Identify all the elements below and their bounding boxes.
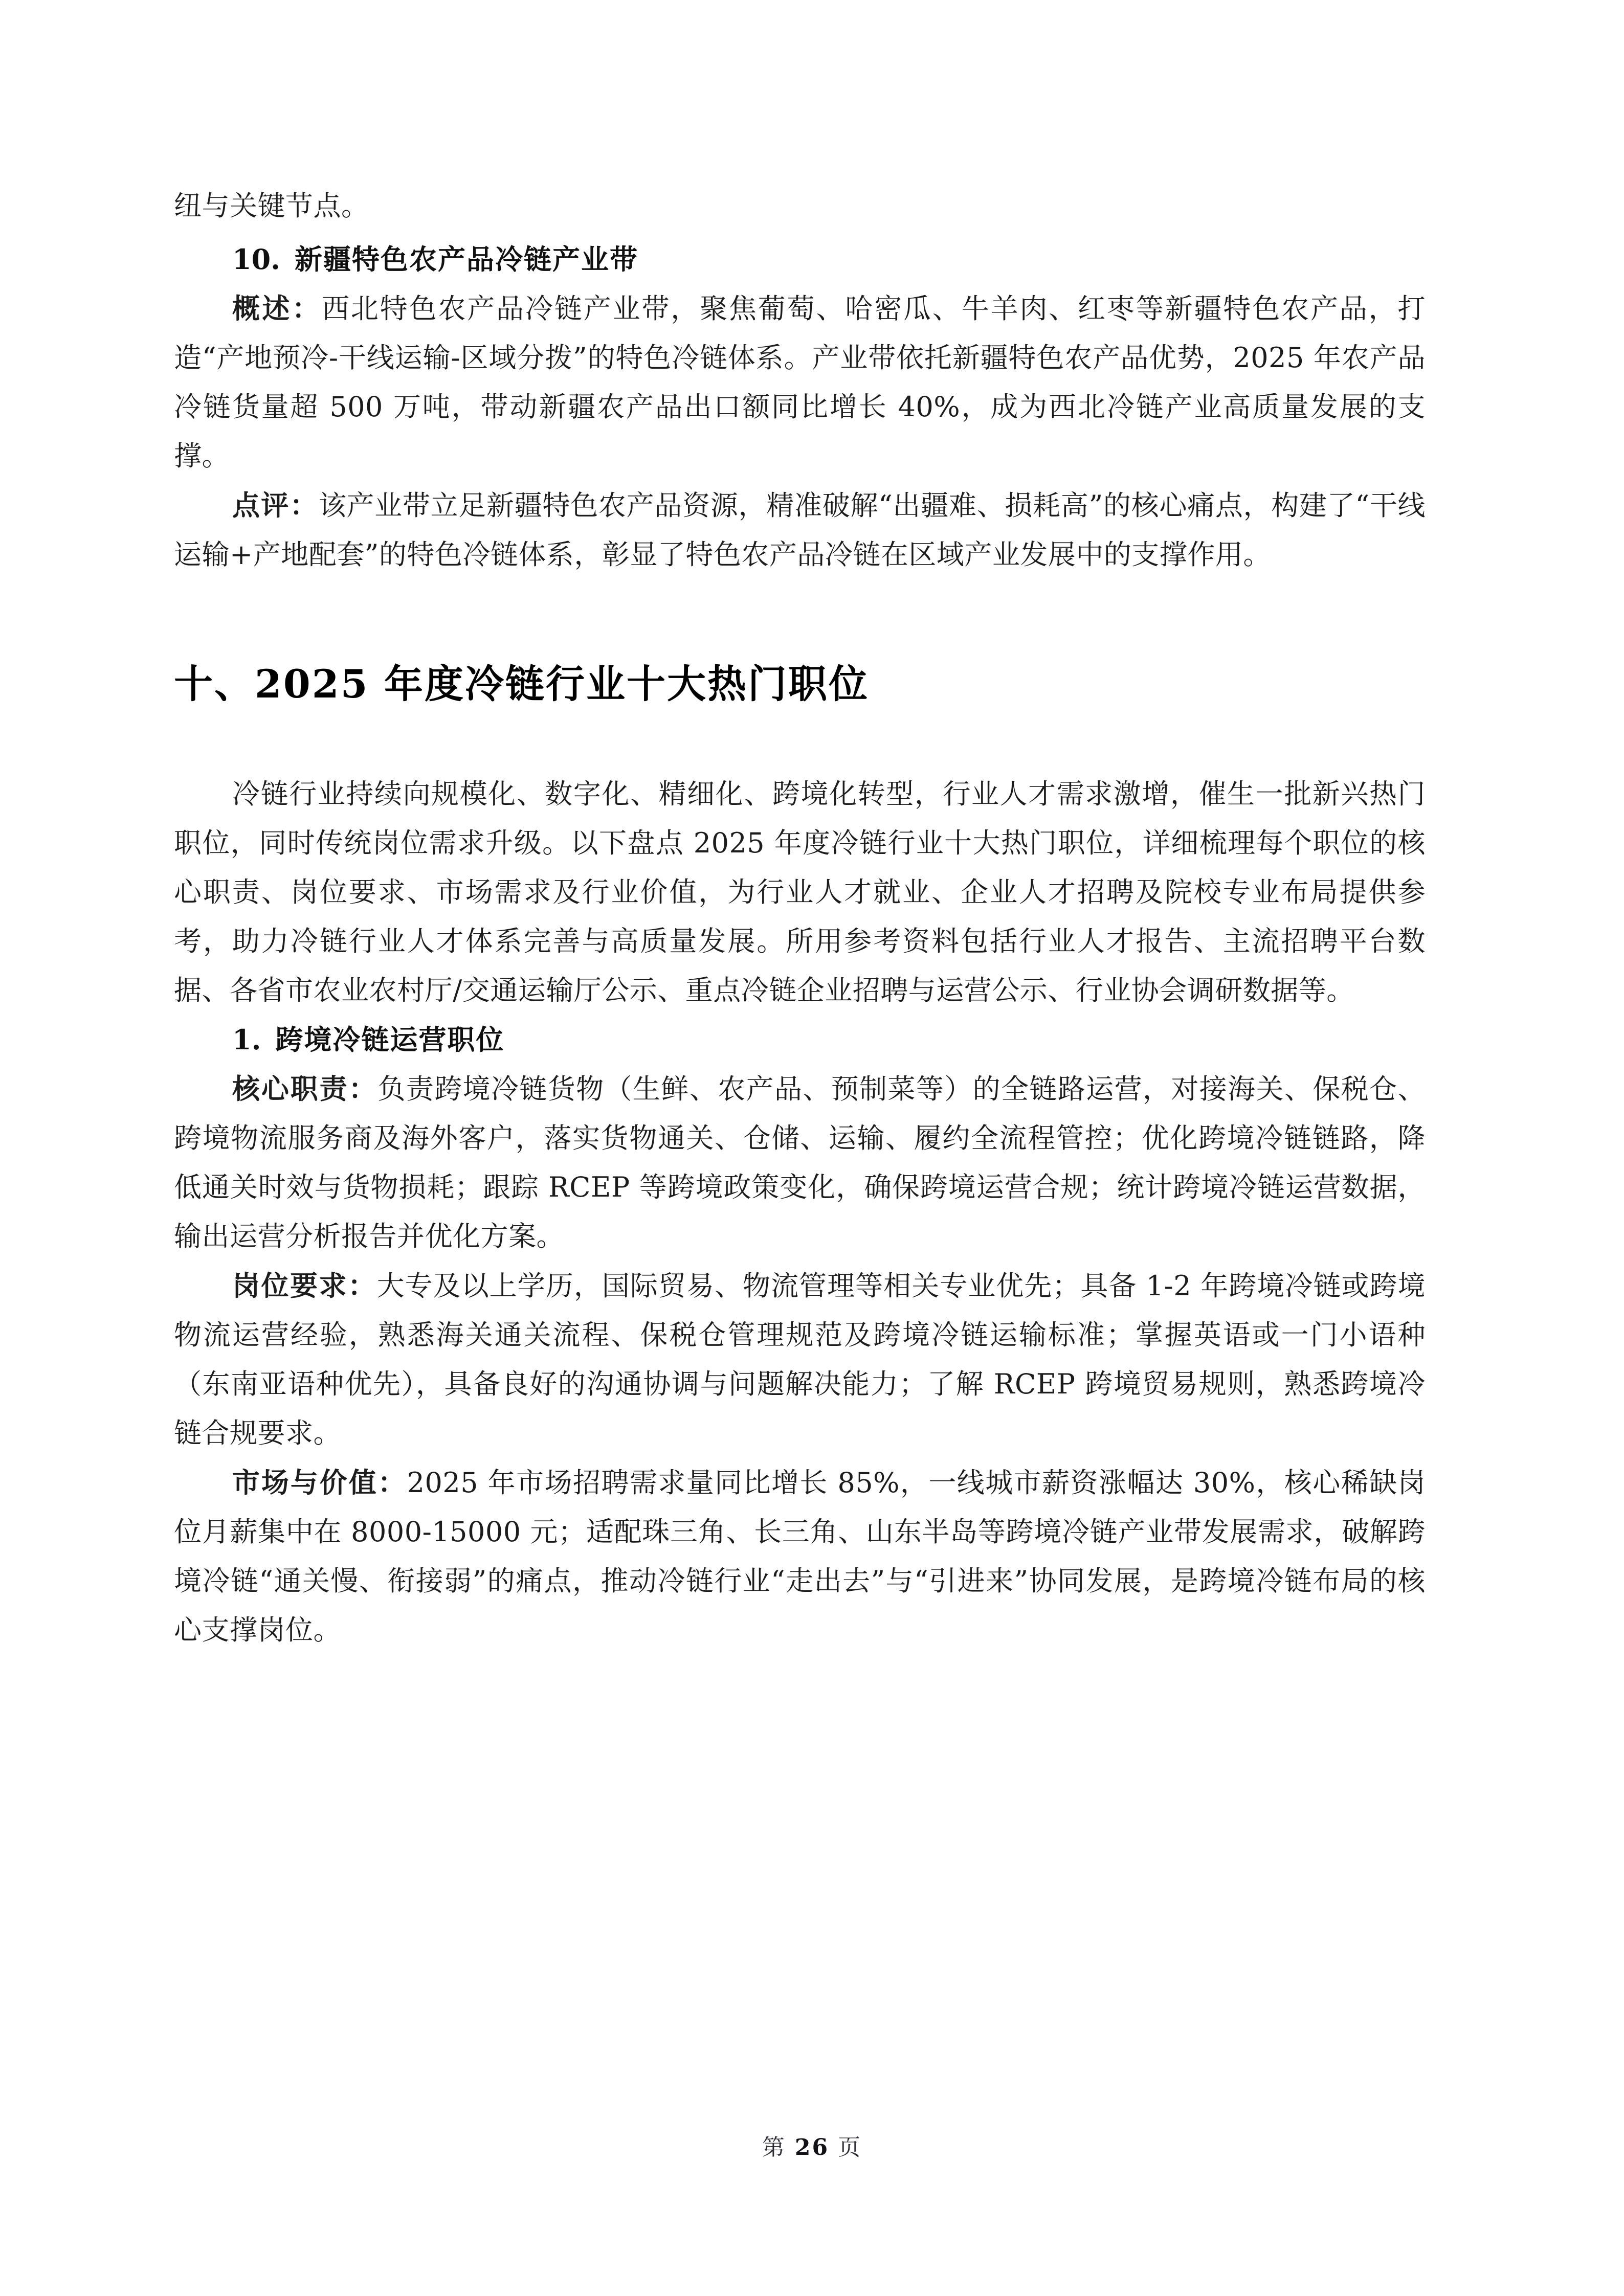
overview-text: 西北特色农产品冷链产业带，聚焦葡萄、哈密瓜、牛羊肉、红枣等新疆特色农产品，打造“产地预冷-干线运输-区域分拨”的特色冷链体系。产业带依托新疆特色农产品优势，2025 年农产品冷链货量超 500 万吨，带动新疆农产品出口额同比增长 40%，成为西北冷链产业高质量发展的支撑。 xyxy=(174,292,1426,472)
paragraph-requirements xyxy=(174,1261,1426,1458)
job-number: 1. xyxy=(232,1023,261,1056)
section-heading: 十、2025 年度冷链行业十大热门职位 xyxy=(174,661,869,707)
paragraph-comment xyxy=(174,481,1426,579)
duties-text: 负责跨境冷链货物（生鲜、农产品、预制菜等）的全链路运营，对接海关、保税仓、跨境物流服务商及海外客户，落实货物通关、仓储、运输、履约全流程管控；优化跨境冷链链路，降低通关时效与货物损耗；跟踪 RCEP 等跨境政策变化，确保跨境运营合规；统计跨境冷链运营数据，输出运营分析报告并优化方案。 xyxy=(174,1073,1426,1252)
paragraph-overview xyxy=(174,284,1426,481)
overview-label: 概述： xyxy=(232,292,322,325)
subheading-title: 新疆特色农产品冷链产业带 xyxy=(294,243,638,276)
footer-suffix: 页 xyxy=(838,2134,862,2160)
requirements-label: 岗位要求： xyxy=(232,1269,377,1302)
page-content xyxy=(174,182,1426,1655)
footer-page-number: 26 xyxy=(794,2134,830,2160)
paragraph-section-intro: 冷链行业持续向规模化、数字化、精细化、跨境化转型，行业人才需求激增，催生一批新兴热门职位，同时传统岗位需求升级。以下盘点 2025 年度冷链行业十大热门职位，详细梳理每个职位的核心职责、岗位要求、市场需求及行业价值，为行业人才就业、企业人才招聘及院校专业布局提供参考，助力冷链行业人才体系完善与高质量发展。所用参考资料包括行业人才报告、主流招聘平台数据、各省市农业农村厅/交通运输厅公示、重点冷链企业招聘与运营公示、行业协会调研数据等。 xyxy=(174,778,1426,1006)
spacer xyxy=(174,712,1426,770)
comment-label: 点评： xyxy=(232,489,319,522)
job-title: 跨境冷链运营职位 xyxy=(275,1023,505,1056)
continued-paragraph: 纽与关键节点。 xyxy=(174,190,369,222)
market-text: 2025 年市场招聘需求量同比增长 85%，一线城市薪资涨幅达 30%，核心稀缺岗位月薪集中在 8000-15000 元；适配珠三角、长三角、山东半岛等跨境冷链产业带发展需求，破解跨境冷链“通关慢、衔接弱”的痛点，推动冷链行业“走出去”与“引进来”协同发展，是跨境冷链布局的核心支撑岗位。 xyxy=(174,1467,1426,1646)
spacer xyxy=(174,231,1426,235)
subheading-job-1 xyxy=(174,1015,1426,1064)
paragraph-core-duties xyxy=(174,1064,1426,1261)
requirements-text: 大专及以上学历，国际贸易、物流管理等相关专业优先；具备 1-2 年跨境冷链或跨境物流运营经验，熟悉海关通关流程、保税仓管理规范及跨境冷链运输标准；掌握英语或一门小语种（东南亚语种优先），具备良好的沟通协调与问题解决能力；了解 RCEP 跨境贸易规则，熟悉跨境冷链合规要求。 xyxy=(174,1270,1426,1449)
subheading-item-10 xyxy=(174,235,1426,284)
subheading-number: 10. xyxy=(232,243,280,276)
spacer xyxy=(174,579,1426,656)
page-footer xyxy=(0,2132,1624,2163)
market-label: 市场与价值： xyxy=(232,1466,407,1499)
comment-text: 该产业带立足新疆特色农产品资源，精准破解“出疆难、损耗高”的核心痛点，构建了“干线运输+产地配套”的特色冷链体系，彰显了特色农产品冷链在区域产业发展中的支撑作用。 xyxy=(174,489,1426,571)
footer-prefix: 第 xyxy=(762,2134,786,2160)
paragraph-market-value xyxy=(174,1458,1426,1655)
duties-label: 核心职责： xyxy=(232,1072,378,1105)
